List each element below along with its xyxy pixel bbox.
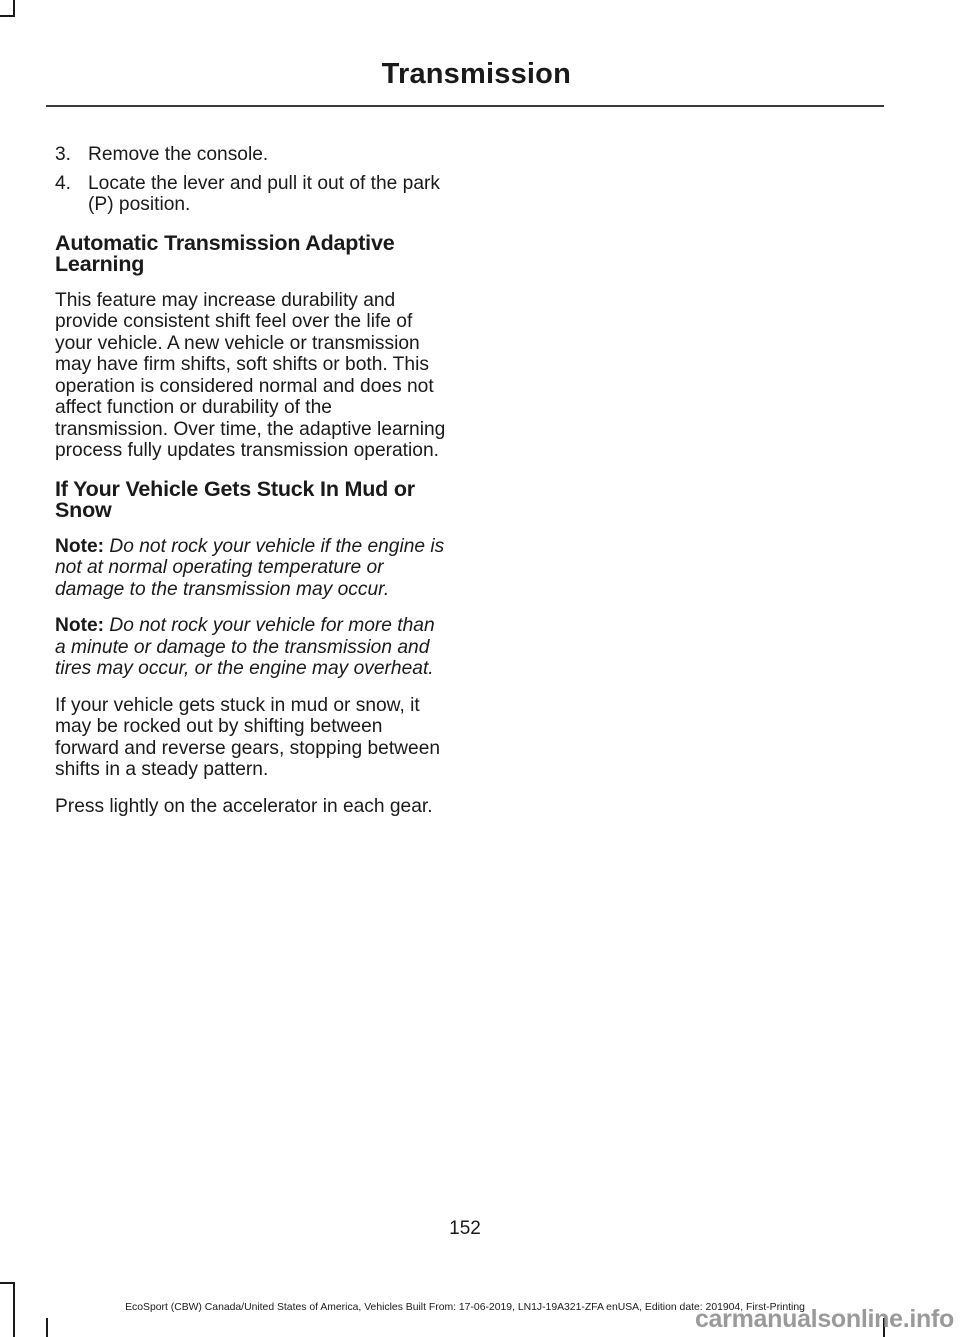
paragraph: This feature may increase durability and provide consistent shift feel over the life of your vehicle. A new vehicle or transmission may have firm shifts, soft shifts or both. This operation is considered normal and does not affect function or durability of the transmission. Over time, the adaptive learning process fully updates transmission operation. — [55, 289, 446, 461]
paragraph: Press lightly on the accelerator in each gear. — [55, 795, 433, 817]
step-number: 4. — [55, 172, 72, 194]
list-item — [55, 173, 450, 216]
watermark: carmanualsonline.info — [694, 1305, 954, 1333]
page-title: Transmission — [381, 58, 571, 90]
step-text: Remove the console. — [88, 144, 269, 165]
note-label: Note: — [55, 535, 105, 557]
note-text: Do not rock your vehicle for more than a minute or damage to the transmission and tires may occur, or the engine may overheat. — [55, 615, 435, 679]
crop-mark-bottom-left-h — [0, 1282, 15, 1284]
note — [55, 615, 450, 680]
footer-edition-info: EcoSport (CBW) Canada/United States of America, Vehicles Built From: 17-06-2019, LN1J-19A321-ZFA enUSA, Edition date: 201904, First-Printing — [125, 1302, 805, 1313]
main-content — [55, 144, 450, 832]
step-text: Locate the lever and pull it out of the park (P) position. — [88, 172, 440, 215]
note-text: Do not rock your vehicle if the engine is not at normal operating temperature or damage to the transmission may occur. — [55, 535, 445, 600]
header-divider — [46, 105, 884, 107]
step-list — [55, 144, 450, 216]
paragraph: If your vehicle gets stuck in mud or snow, it may be rocked out by shifting between forward and reverse gears, stopping between shifts in a steady pattern. — [55, 694, 441, 780]
crop-mark-bottom-left — [13, 1282, 15, 1337]
crop-mark-bottom-tick-left — [46, 1318, 48, 1337]
note-label: Note: — [55, 615, 105, 636]
crop-mark-top-left-h — [0, 15, 15, 17]
step-number: 3. — [55, 144, 72, 165]
note — [55, 536, 450, 601]
page-number: 152 — [449, 1218, 481, 1239]
section-heading-stuck-mud-snow: If Your Vehicle Gets Stuck In Mud or Snow — [55, 476, 415, 522]
list-item — [55, 144, 450, 166]
section-heading-adaptive-learning: Automatic Transmission Adaptive Learning — [55, 230, 395, 276]
